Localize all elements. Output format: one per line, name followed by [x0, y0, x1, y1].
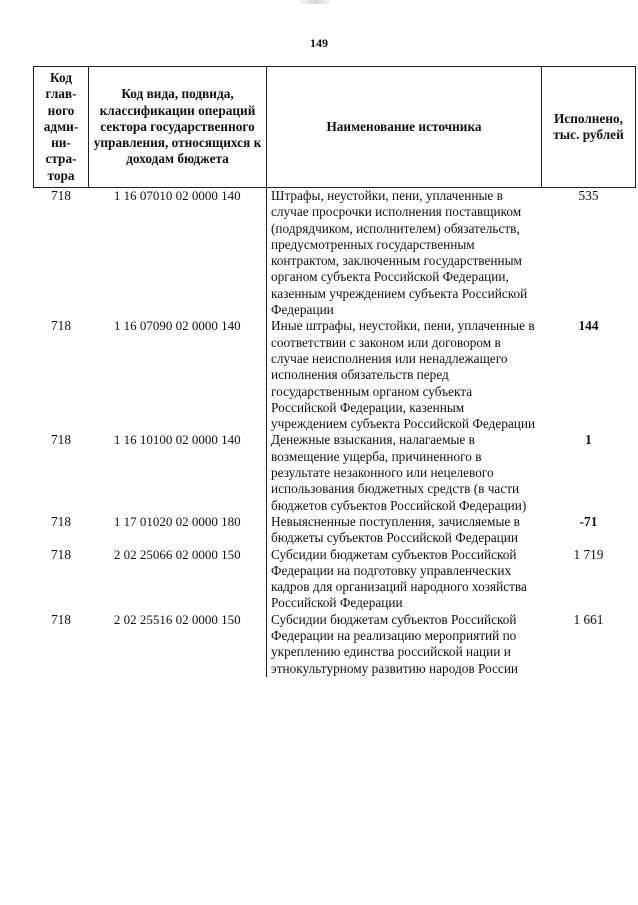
amount-cell: 1 719 — [573, 546, 604, 562]
admin-code-cell: 718 — [51, 188, 71, 203]
amount-cell: 144 — [578, 318, 599, 334]
amount-cell: -71 — [579, 513, 598, 529]
header-income-code: Код вида, подвида, классификации операций сектора государственного управления, относящихся к доходам бюджета — [89, 67, 267, 188]
income-code-cell: 1 16 10100 02 0000 140 — [113, 432, 241, 448]
header-amount: Исполнено, тыс. рублей — [542, 67, 636, 188]
table-header — [34, 67, 636, 188]
table-row — [34, 612, 636, 677]
admin-code-cell: 718 — [51, 611, 71, 627]
income-code-cell: 1 16 07090 02 0000 140 — [113, 318, 241, 334]
table-row — [34, 547, 636, 612]
income-sources-table — [33, 66, 636, 677]
scan-artifact — [300, 0, 330, 4]
income-code-cell: 1 17 01020 02 0000 180 — [113, 513, 241, 529]
source-name-cell: Субсидии бюджетам субъектов Российской Федерации на реализацию мероприятий по укреплению единства российской нации и этнокультурному развитию народов России — [267, 612, 542, 677]
table-body — [34, 188, 636, 677]
table-row — [34, 318, 636, 432]
admin-code-cell: 718 — [51, 513, 71, 529]
source-name-cell: Субсидии бюджетам субъектов Российской Федерации на подготовку управленческих кадров для организаций народного хозяйства Российской Федерации — [267, 547, 542, 612]
source-name-cell: Иные штрафы, неустойки, пени, уплаченные в соответствии с законом или договором в случае неисполнения или ненадлежащего исполнения обязательств перед государственным органом субъекта Российской Федерации, казенным учреждением субъекта Российской Федерации — [267, 318, 542, 432]
income-code-cell: 1 16 07010 02 0000 140 — [113, 188, 241, 203]
header-admin-code: Код глав-ного адми-ни-стра-тора — [34, 67, 89, 188]
income-code-cell: 2 02 25066 02 0000 150 — [113, 546, 241, 562]
source-name-cell: Денежные взыскания, налагаемые в возмещение ущерба, причиненного в результате незаконного или нецелевого использования бюджетных средств (в части бюджетов субъектов Российской Федерации) — [267, 432, 542, 513]
admin-code-cell: 718 — [51, 546, 71, 562]
admin-code-cell: 718 — [51, 318, 71, 334]
table-row — [34, 188, 636, 319]
income-code-cell: 2 02 25516 02 0000 150 — [113, 611, 241, 627]
amount-cell: 535 — [578, 188, 599, 203]
amount-cell: 1 661 — [573, 611, 604, 627]
admin-code-cell: 718 — [51, 432, 71, 448]
amount-cell: 1 — [585, 432, 592, 448]
header-row — [34, 67, 636, 188]
page-number: 149 — [310, 36, 328, 50]
source-name-cell: Невыясненные поступления, зачисляемые в бюджеты субъектов Российской Федерации — [267, 514, 542, 547]
table-row — [34, 514, 636, 547]
table-row — [34, 432, 636, 513]
source-name-cell: Штрафы, неустойки, пени, уплаченные в случае просрочки исполнения поставщиком (подрядчиком, исполнителем) обязательств, предусмотренных государственным контрактом, заключенным государственным органом субъекта Российской Федерации, казенным учреждением субъекта Российской Федерации — [267, 188, 542, 319]
header-source-name: Наименование источника — [267, 67, 542, 188]
